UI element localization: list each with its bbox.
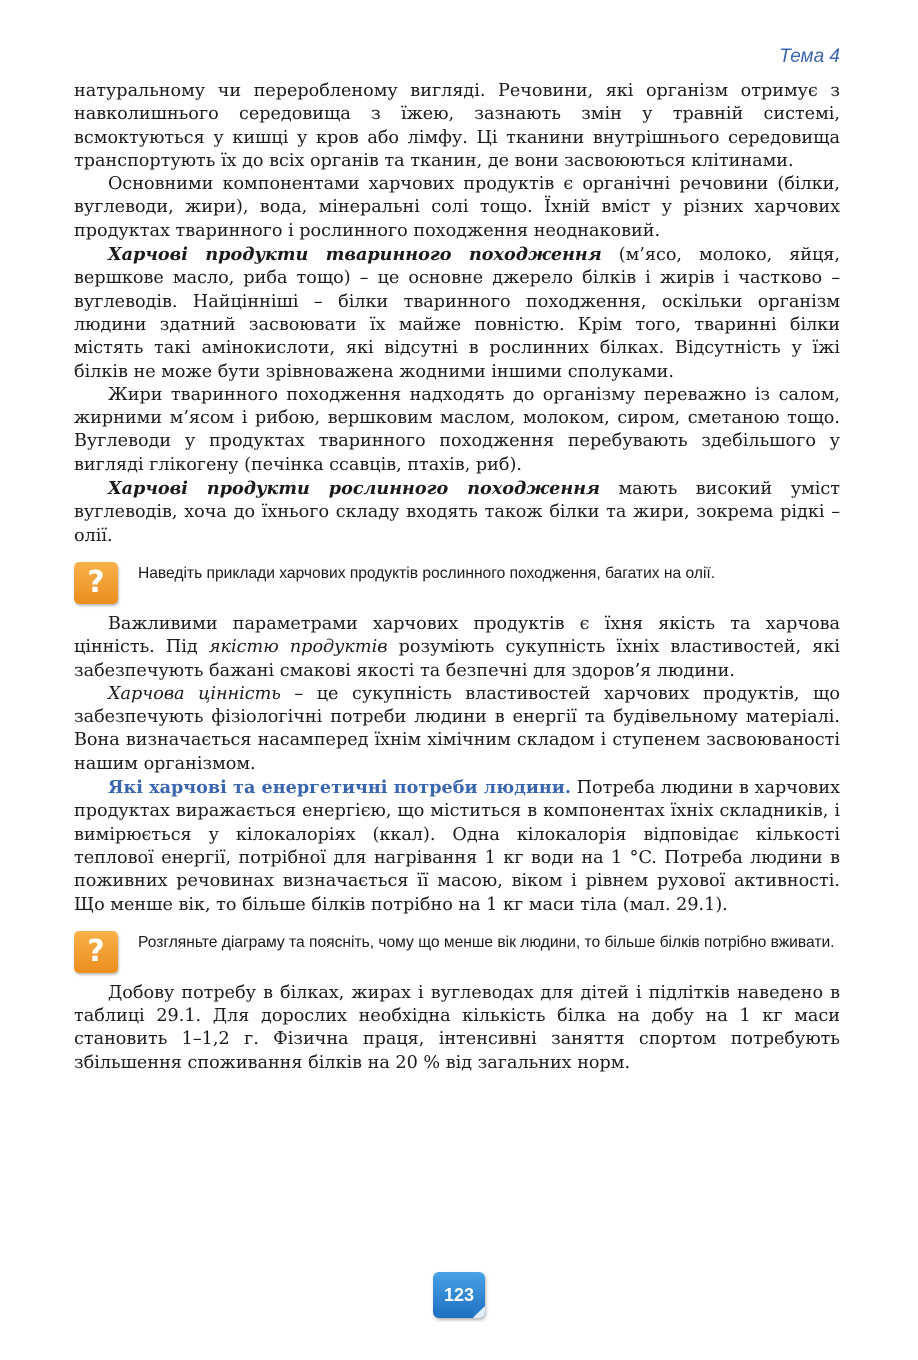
paragraph-plant-products	[74, 477, 840, 548]
section-heading-energy-needs: Які харчові та енергетичні потреби людини.	[108, 777, 571, 799]
paragraph-quality-text-b: розуміють сукупність їхніх властивостей, які забезпечують бажані смакові якості та безпечні для здоров’я людини.	[74, 637, 840, 681]
paragraph-quality	[74, 613, 840, 683]
paragraph-animal-fats: Жири тваринного походження надходять до організму переважно із салом, жирними м’ясом і рибою, вершковим маслом, молоком, сиром, сметаною тощо. Вуглеводи у продуктах тваринного походження перебувають здебільшого у вигляді глікогену (печінка ссавців, птахів, риб).	[74, 384, 840, 475]
question-box-1	[74, 562, 840, 604]
paragraph-daily-needs: Добову потребу в білках, жирах і вуглеводах для дітей і підлітків наведено в таблиці 29.1. Для дорослих необхідна кількість білка на добу на 1 кг маси становить 1–1,2 г. Фізична праця, інтенсивні заняття спортом потребують збільшення споживання білків на 20 % від загальних норм.	[74, 982, 840, 1073]
paragraph-nutritional-value-text: – це сукупність властивостей харчових продуктів, що забезпечують фізіологічні потреби людини в енергії та будівельному матеріалі. Вона визначається насамперед їхнім хімічним складом і ступенем засвоюваності нашим організмом.	[74, 683, 840, 774]
question-text-1: Наведіть приклади харчових продуктів рослинного походження, багатих на олії.	[138, 564, 716, 582]
paragraph-continuation: натуральному чи переробленому вигляді. Речовини, які організм отримує з навколишнього середовища з їжею, зазнають змін у травній системі, всмоктуються у кишці у кров або лімфу. Ці тканини внутрішнього середовища транспортують їх до всіх органів та тканин, де вони засвоюються клітинами.	[74, 81, 840, 171]
term-animal-products: Харчові продукти тваринного походження	[108, 244, 602, 266]
page-number: 123	[443, 1284, 475, 1305]
page-content	[74, 80, 840, 1075]
paragraph-animal-products	[74, 243, 840, 384]
question-box-2	[74, 931, 840, 973]
paragraph-food-components: Основними компонентами харчових продуктів є органічні речовини (білки, вуглеводи, жири), вода, мінеральні солі тощо. Їхній вміст у різних харчових продуктах тваринного і рослинного походження неоднаковий.	[74, 174, 840, 241]
page-number-badge	[433, 1272, 485, 1318]
topic-header: Тема 4	[779, 46, 840, 67]
paragraph-energy-needs-text: Потреба людини в харчових продуктах виражається енергією, що міститься в компонентах їхніх складників, і вимірюється у кілокалоріях (ккал). Одна кілокалорія відповідає кількості теплової енергії, потрібної для нагрівання 1 кг води на 1 °C. Потреба людини в поживних речовинах визначається її масою, віком і рівнем рухової активності. Що менше вік, то більше білків потрібно на 1 кг маси тіла (мал. 29.1).	[74, 778, 840, 915]
term-plant-products: Харчові продукти рослинного походження	[108, 478, 601, 500]
term-nutritional-value: Харчова цінність	[108, 683, 281, 704]
question-text-2: Розгляньте діаграму та поясніть, чому що менше вік людини, то більше білків потрібно вживати.	[138, 933, 835, 951]
question-mark-icon: ?	[74, 562, 118, 604]
paragraph-quality-text-a: Важливими параметрами харчових продуктів є їхня якість та харчова цінність. Під	[74, 613, 840, 658]
page-corner-fold	[473, 1306, 485, 1318]
paragraph-plant-products-text: мають високий уміст вуглеводів, хоча до їхнього складу входять також білки та жири, зокрема рідкі – олії.	[74, 479, 840, 546]
question-mark-icon: ?	[74, 931, 118, 973]
term-product-quality: якістю продуктів	[208, 637, 388, 658]
paragraph-nutritional-value	[74, 683, 840, 776]
paragraph-animal-products-text: (м’ясо, молоко, яйця, вершкове масло, риба тощо) – це основне джерело білків і жирів і частково – вуглеводів. Найцінніші – білки тваринного походження, оскільки організм людини здатний засвоювати їх майже повністю. Крім того, тваринні білки містять такі амінокислоти, які відсутні в рослинних білках. Відсутність у їжі білків не може бути зрівноважена жодними іншими сполуками.	[74, 245, 840, 382]
paragraph-energy-needs	[74, 776, 840, 917]
